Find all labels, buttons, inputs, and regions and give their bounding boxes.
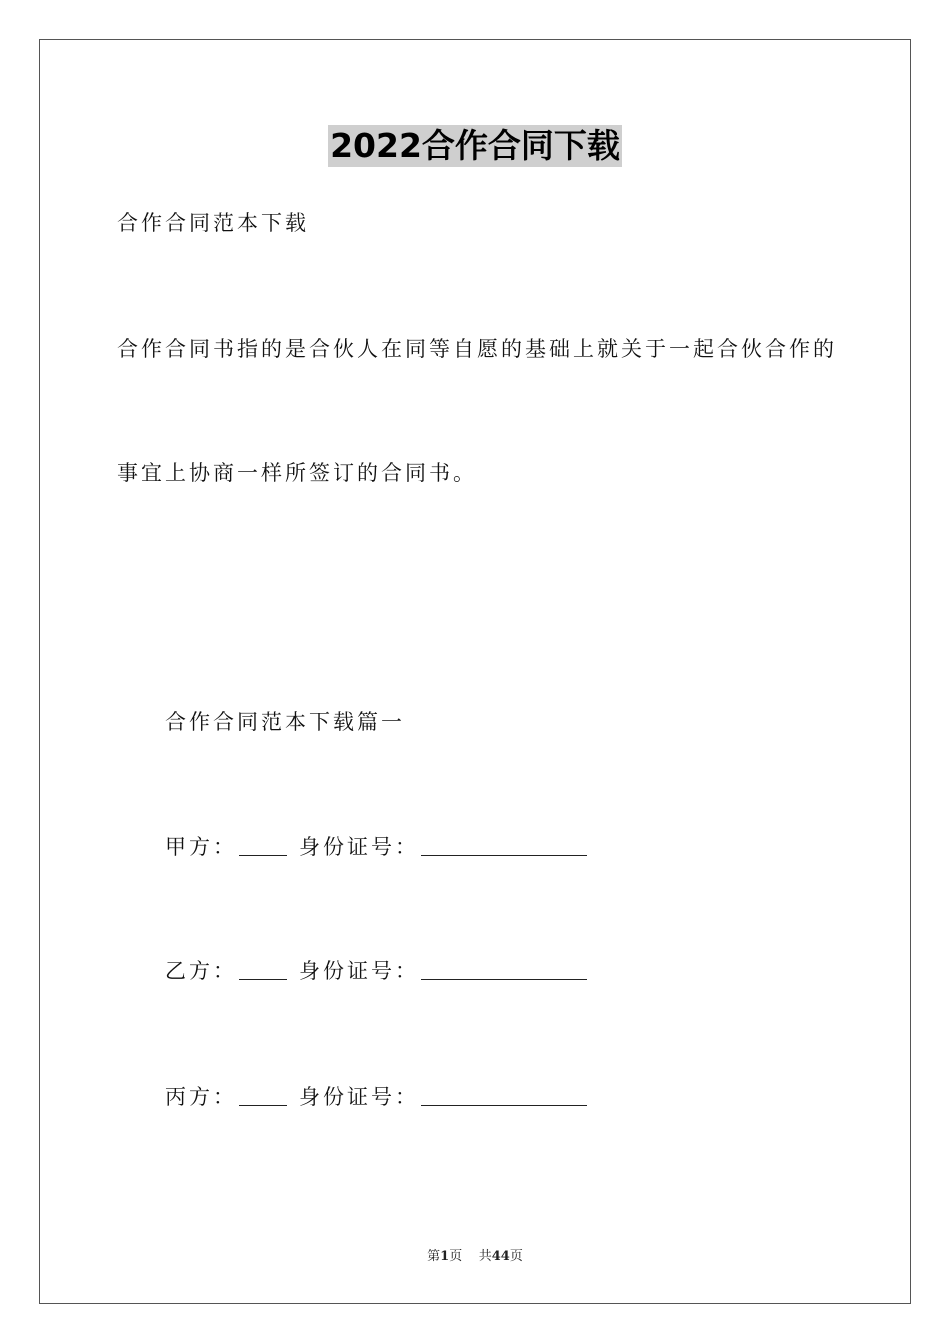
party-a-id-label: 身份证号： (299, 835, 419, 859)
party-a-row (165, 832, 587, 862)
party-a-name-blank (239, 854, 287, 856)
section-heading: 合作合同范本下载篇一 (165, 710, 405, 734)
intro-paragraph-line-2: 事宜上协商一样所签订的合同书。 (117, 461, 477, 485)
party-b-row (165, 956, 587, 986)
footer-total-pages: 44 (491, 1249, 510, 1264)
footer-page-prefix: 第 (427, 1249, 441, 1264)
intro-paragraph-line-1: 合作合同书指的是合伙人在同等自愿的基础上就关于一起合伙合作的 (117, 337, 837, 361)
party-c-id-blank (421, 1104, 587, 1106)
party-c-label: 丙方： (165, 1085, 237, 1109)
party-b-label: 乙方： (165, 959, 237, 983)
footer-total-prefix: 共 (478, 1249, 492, 1264)
document-subtitle: 合作合同范本下载 (117, 211, 309, 235)
document-title: 2022合作合同下载 (330, 126, 620, 165)
footer-total-suffix: 页 (509, 1249, 523, 1264)
party-c-row (165, 1082, 587, 1112)
party-b-id-blank (421, 978, 587, 980)
party-a-label: 甲方： (165, 835, 237, 859)
title-container (0, 125, 950, 167)
party-a-id-blank (421, 854, 587, 856)
footer-page-suffix: 页 (449, 1249, 463, 1264)
party-b-name-blank (239, 978, 287, 980)
party-b-id-label: 身份证号： (299, 959, 419, 983)
party-c-name-blank (239, 1104, 287, 1106)
page-footer (0, 1248, 950, 1266)
footer-page-number: 1 (440, 1249, 450, 1264)
party-c-id-label: 身份证号： (299, 1085, 419, 1109)
